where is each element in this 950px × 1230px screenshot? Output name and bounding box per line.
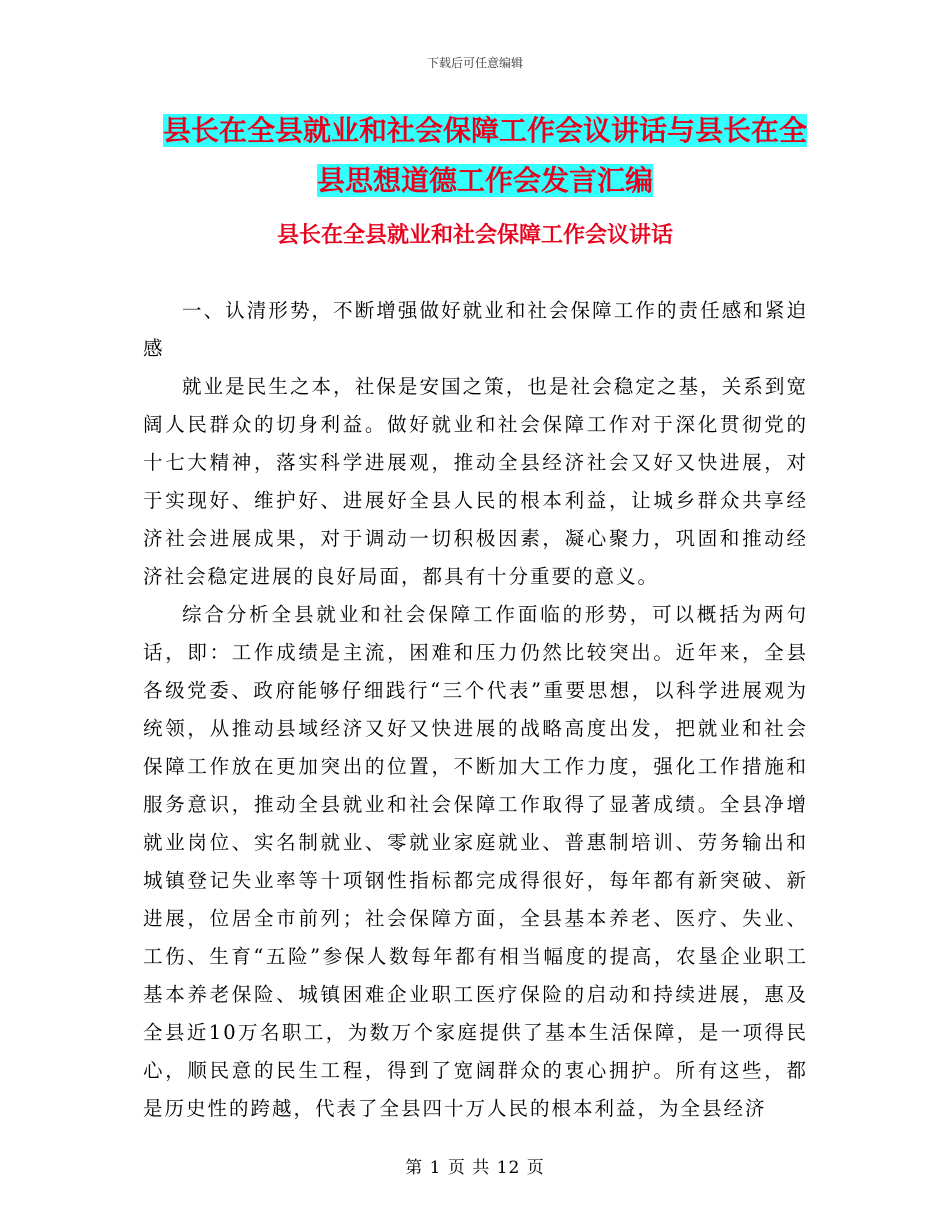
document-body — [143, 292, 808, 1128]
page-number: 第 1 页 共 12 页 — [405, 1158, 545, 1178]
heading-paragraph: 一、认清形势，不断增强做好就业和社会保障工作的责任感和紧迫感 — [143, 299, 808, 360]
document-title — [145, 106, 825, 206]
header-note: 下载后可任意编辑 — [426, 56, 523, 70]
section-title: 县长在全县就业和社会保障工作会议讲话 — [276, 223, 673, 248]
title-line-2: 县思想道德工作会发言汇编 — [316, 164, 653, 197]
body-paragraph: 综合分析全县就业和社会保障工作面临的形势，可以概括为两句话，即：工作成绩是主流，困难和压力仍然比较突出。近年来，全县各级党委、政府能够仔细践行“三个代表”重要思想，以科学进展观为统领，从推动县域经济又好又快进展的战略高度出发，把就业和社会保障工作放在更加突出的位置，不断加大工作力度，强化工作措施和服务意识，推动全县就业和社会保障工作取得了显著成绩。全县净增就业岗位、实名制就业、零就业家庭就业、普惠制培训、劳务输出和城镇登记失业率等十项钢性指标都完成得很好，每年都有新突破、新进展，位居全市前列；社会保障方面，全县基本养老、医疗、失业、工伤、生育“五险”参保人数每年都有相当幅度的提高，农垦企业职工基本养老保险、城镇困难企业职工医疗保险的启动和持续进展，惠及全县近10万名职工，为数万个家庭提供了基本生活保障，是一项得民心，顺民意的民生工程，得到了宽阔群众的衷心拥护。所有这些，都是历史性的跨越，代表了全县四十万人民的根本利益，为全县经济 — [143, 603, 808, 1120]
title-line-1: 县长在全县就业和社会保障工作会议讲话与县长在全 — [162, 114, 807, 147]
body-paragraph: 就业是民生之本，社保是安国之策，也是社会稳定之基，关系到宽阔人民群众的切身利益。做好就业和社会保障工作对于深化贯彻党的十七大精神，落实科学进展观，推动全县经济社会又好又快进展，对于实现好、维护好、进展好全县人民的根本利益，让城乡群众共享经济社会进展成果，对于调动一切积极因素，凝心聚力，巩固和推动经济社会稳定进展的良好局面，都具有十分重要的意义。 — [143, 375, 808, 588]
